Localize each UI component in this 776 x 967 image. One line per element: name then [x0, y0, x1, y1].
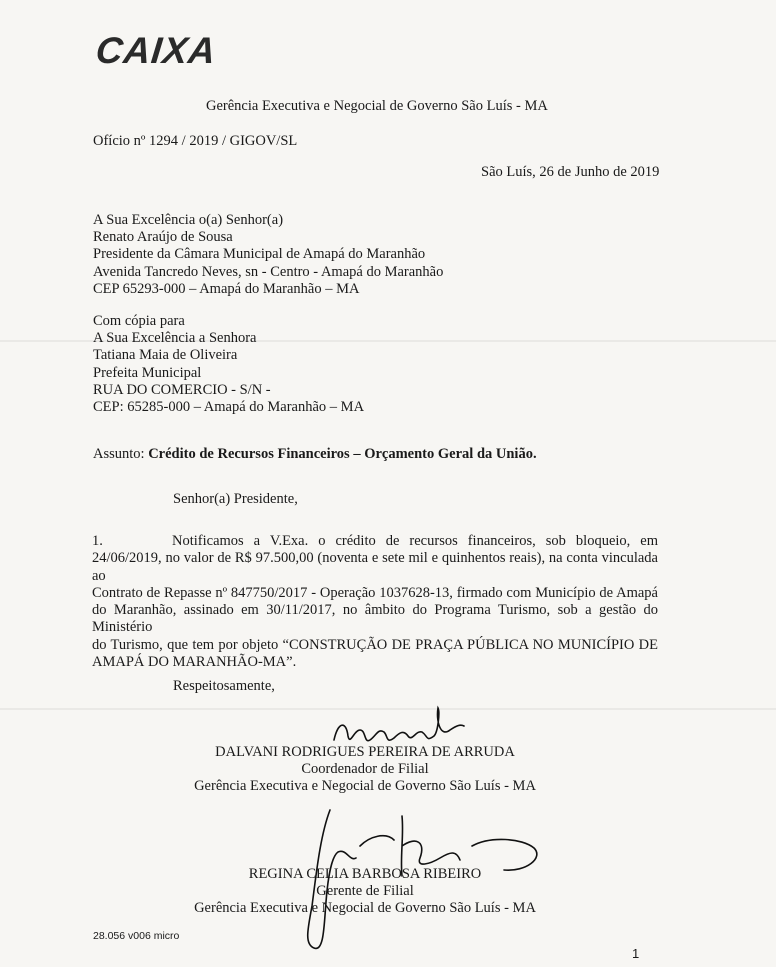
signatory-2-block	[180, 866, 550, 917]
paragraph-line: do Maranhão, assinado em 30/11/2017, no âmbito do Programa Turismo, sob a gestão do Ministério	[92, 602, 658, 636]
addressee-line: Avenida Tancredo Neves, sn - Centro - Amapá do Maranhão	[93, 263, 444, 280]
copy-block	[93, 313, 364, 416]
paragraph-line: Contrato de Repasse nº 847750/2017 - Operação 1037628-13, firmado com Município de Amapá	[92, 584, 658, 601]
addressee-line: Presidente da Câmara Municipal de Amapá do Maranhão	[93, 246, 426, 263]
addressee-line: CEP 65293-000 – Amapá do Maranhão – MA	[93, 280, 360, 297]
signatory-1-name: DALVANI RODRIGUES PEREIRA DE ARRUDA	[215, 744, 515, 760]
addressee-line: A Sua Excelência o(a) Senhor(a)	[93, 212, 284, 228]
signatory-2-role: Gerente de Filial	[316, 883, 414, 899]
caixa-logo: CAIXA	[93, 30, 219, 71]
form-code: 28.056 v006 micro	[93, 930, 180, 942]
department-header: Gerência Executiva e Negocial de Governo São Luís - MA	[206, 98, 548, 114]
closing: Respeitosamente,	[173, 678, 275, 694]
subject-label: Assunto:	[93, 446, 145, 462]
salutation: Senhor(a) Presidente,	[173, 491, 298, 507]
page-number: 1	[632, 946, 640, 961]
reference-number: Ofício nº 1294 / 2019 / GIGOV/SL	[93, 133, 298, 149]
body-paragraph	[92, 533, 658, 671]
copy-line: CEP: 65285-000 – Amapá do Maranhão – MA	[93, 399, 365, 416]
signatory-2-name: REGINA CELIA BARBOSA RIBEIRO	[248, 866, 482, 882]
copy-line: A Sua Excelência a Senhora	[93, 330, 257, 347]
copy-line: Com cópia para	[93, 313, 185, 329]
paragraph-line: 24/06/2019, no valor de R$ 97.500,00 (noventa e sete mil e quinhentos reais), na conta vinculada ao	[92, 550, 658, 584]
paragraph-number: 1.	[92, 533, 103, 549]
addressee-block	[93, 212, 443, 298]
signatory-2-unit: Gerência Executiva e Negocial de Governo São Luís - MA	[194, 900, 536, 916]
letter-date: São Luís, 26 de Junho de 2019	[481, 164, 660, 180]
paragraph-line: Notificamos a V.Exa. o crédito de recursos financeiros, sob bloqueio, em	[172, 533, 658, 549]
signatory-1-block	[180, 744, 550, 795]
signatory-1-role: Coordenador de Filial	[301, 761, 429, 777]
copy-line: RUA DO COMERCIO - S/N -	[93, 381, 271, 398]
subject-line	[93, 446, 537, 463]
paragraph-line: do Turismo, que tem por objeto “CONSTRUÇÃO DE PRAÇA PÚBLICA NO MUNICÍPIO DE	[92, 636, 658, 653]
copy-line: Prefeita Municipal	[93, 364, 202, 381]
paragraph-line: AMAPÁ DO MARANHÃO-MA”.	[92, 654, 297, 671]
subject-text: Crédito de Recursos Financeiros – Orçamento Geral da União.	[148, 446, 537, 462]
addressee-line: Renato Araújo de Sousa	[93, 229, 233, 246]
copy-line: Tatiana Maia de Oliveira	[93, 347, 238, 364]
signatory-1-unit: Gerência Executiva e Negocial de Governo São Luís - MA	[194, 778, 536, 794]
